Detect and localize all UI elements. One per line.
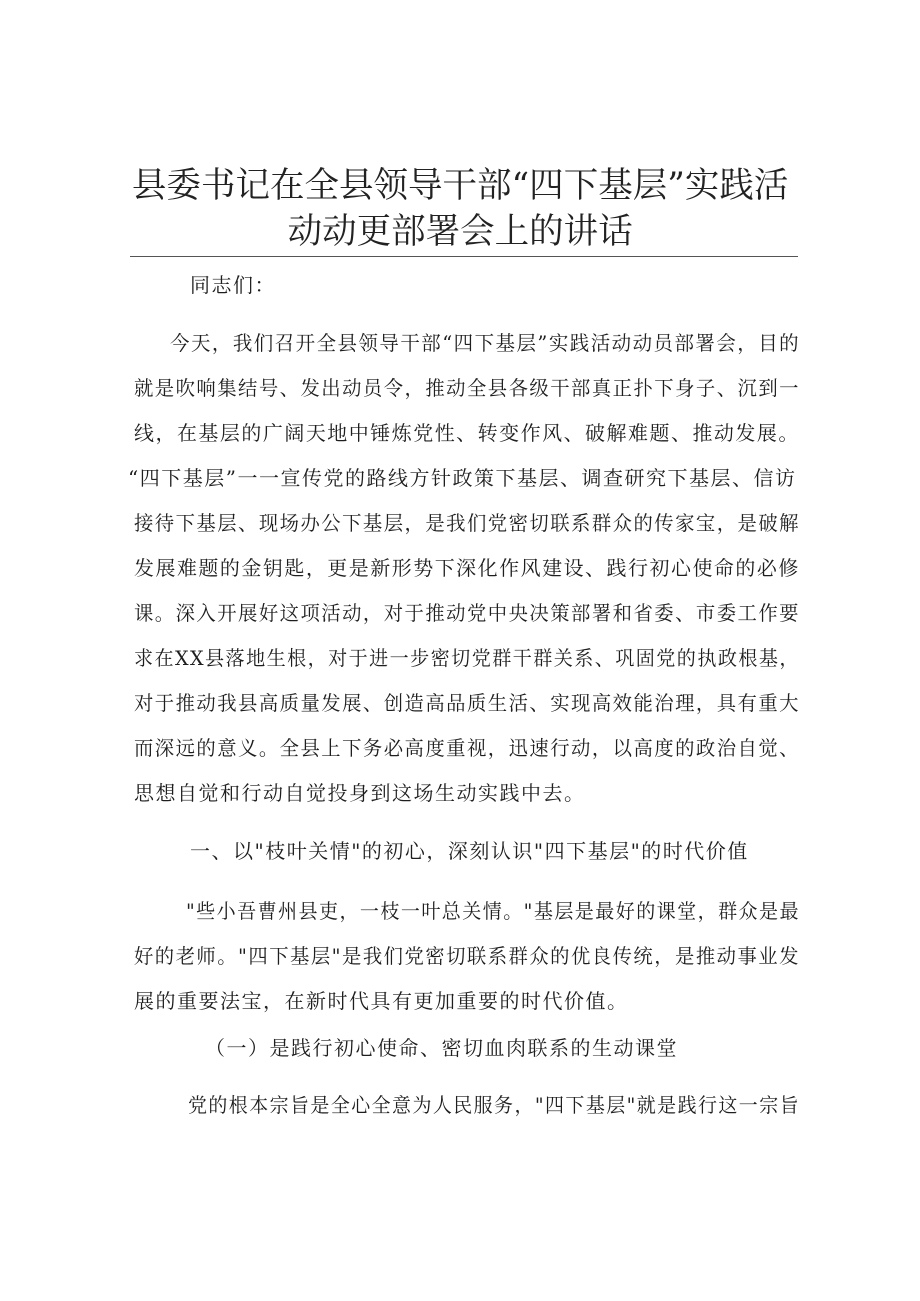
paragraph-1-line: 发展难题的金钥匙，更是新形势下深化作风建设、践行初心使命的必修 — [134, 556, 800, 580]
paragraph-1-line: 求在XX县落地生根，对于进一步密切党群干群关系、巩固党的执政根基， — [134, 646, 800, 670]
paragraph-2-line: 展的重要法宝，在新时代具有更加重要的时代价值。 — [134, 989, 629, 1013]
paragraph-2-line: "些小吾曹州县吏，一枝一叶总关情。"基层是最好的课堂，群众是最 — [186, 899, 800, 923]
title-underline — [130, 256, 798, 257]
paragraph-1-line: 课。深入开展好这项活动，对于推动党中央决策部署和省委、市委工作要 — [134, 601, 800, 625]
paragraph-1-line: 线，在基层的广阔天地中锤炼党性、转变作风、破解难题、推动发展。 — [134, 421, 800, 445]
paragraph-1-line: 今天，我们召开全县领导干部“四下基层”实践活动动员部署会，目的 — [170, 331, 801, 355]
document-title-line-1: 县委书记在全县领导干部“四下基层”实践活 — [131, 166, 789, 206]
section-heading-1: 一、以"枝叶关情"的初心，深刻认识"四下基层"的时代价值 — [190, 839, 749, 863]
paragraph-1-line: 对于推动我县高质量发展、创造高品质生活、实现高效能治理，具有重大 — [134, 691, 800, 715]
salutation: 同志们： — [190, 273, 276, 297]
paragraph-1-line: 思想自觉和行动自觉投身到这场生动实践中去。 — [134, 781, 586, 805]
document-title-line-2: 动动更部署会上的讲话 — [287, 212, 633, 252]
paragraph-2-line: 好的老师。"四下基层"是我们党密切联系群众的优良传统，是推动事业发 — [134, 944, 800, 968]
paragraph-1-line: 而深远的意义。全县上下务必高度重视，迅速行动，以高度的政治自觉、 — [134, 736, 800, 760]
paragraph-1-line: “四下基层”一一宣传党的路线方针政策下基层、调查研究下基层、信访 — [128, 466, 797, 490]
subsection-heading-1: （一）是践行初心使命、密切血肉联系的生动课堂 — [205, 1036, 678, 1060]
paragraph-3-line: 党的根本宗旨是全心全意为人民服务，"四下基层"就是践行这一宗旨 — [188, 1093, 801, 1117]
paragraph-1-line: 接待下基层、现场办公下基层，是我们党密切联系群众的传家宝，是破解 — [134, 511, 800, 535]
paragraph-1-line: 就是吹响集结号、发出动员令，推动全县各级干部真正扑下身子、沉到一 — [134, 376, 800, 400]
